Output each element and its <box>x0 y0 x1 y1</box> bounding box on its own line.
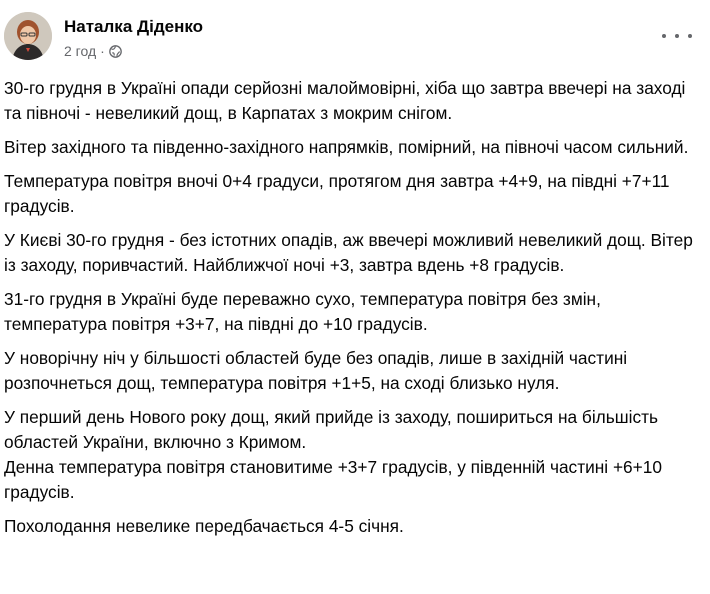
paragraph: Температура повітря вночі 0+4 градуси, протягом дня завтра +4+9, на півдні +7+11 градусів. <box>4 171 670 216</box>
post-meta <box>64 43 122 59</box>
paragraph: У Києві 30-го грудня - без істотних опадів, аж ввечері можливий невеликий дощ. Вітер із заходу, поривчастий. Найближчої ночі +3, завтра вдень +8 градусів. <box>4 230 693 275</box>
meta-separator: · <box>100 43 105 59</box>
paragraph: Денна температура повітря становитиме +3+7 градусів, у південній частині +6+10 градусів. <box>4 457 662 502</box>
paragraph: 31-го грудня в Україні буде переважно сухо, температура повітря без змін, температура повітря +3+7, на півдні до +10 градусів. <box>4 289 601 334</box>
author-name[interactable]: Наталка Діденко <box>64 17 204 36</box>
paragraph: У новорічну ніч у більшості областей буде без опадів, лише в західній частині розпочнеться дощ, температура повітря +1+5, на сході близько нуля. <box>4 348 628 393</box>
avatar[interactable] <box>4 12 52 60</box>
post-time[interactable]: 2 год <box>64 43 97 59</box>
paragraph: У перший день Нового року дощ, який прийде із заходу, пошириться на більшість областей України, включно з Кримом. <box>4 407 659 452</box>
post-header <box>0 0 710 70</box>
paragraph: Похолодання невелике передбачається 4-5 січня. <box>4 516 404 536</box>
globe-icon[interactable] <box>109 45 122 58</box>
paragraph: 30-го грудня в Україні опади серйозні малоймовірні, хіба що завтра ввечері на заході та півночі - невеликий дощ, в Карпатах з мокрим снігом. <box>4 78 686 123</box>
more-options-icon[interactable] <box>662 26 692 46</box>
post-body <box>4 76 694 548</box>
paragraph: Вітер західного та південно-західного напрямків, помірний, на півночі часом сильний. <box>4 137 689 157</box>
